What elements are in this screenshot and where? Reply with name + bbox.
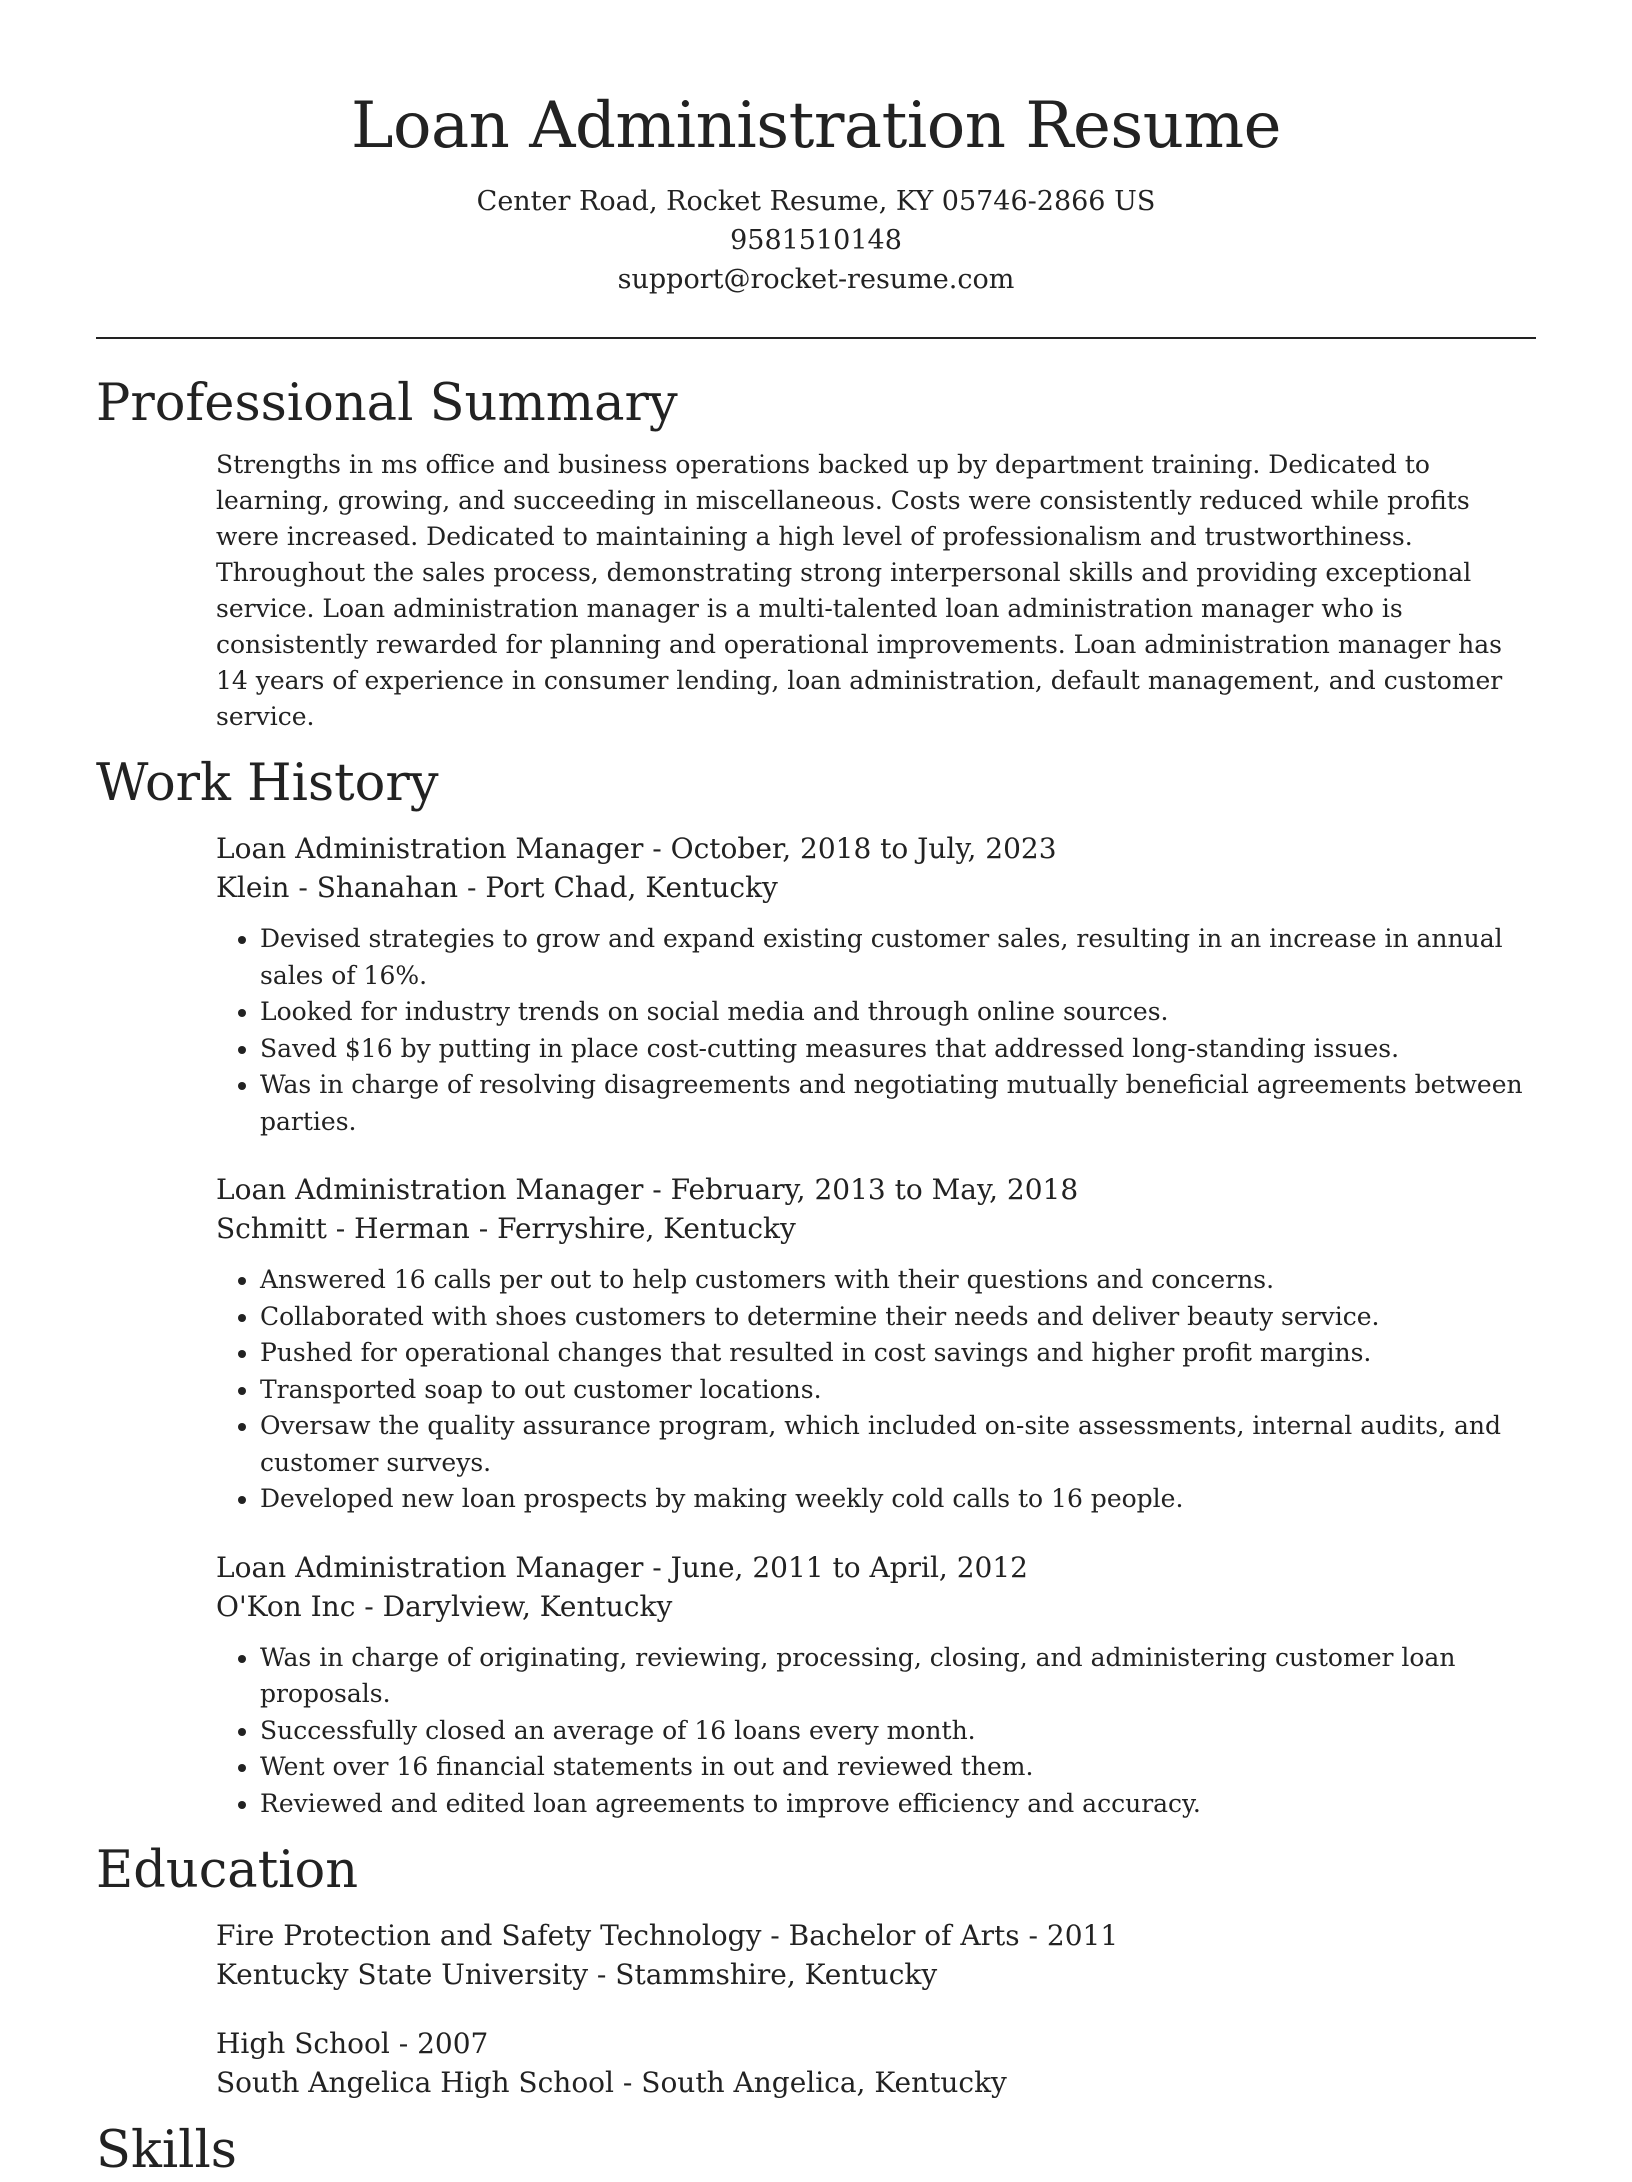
bullet-item: • Developed new loan prospects by making weekly cold calls to 16 people. — [260, 1481, 1536, 1518]
job-company: O'Kon Inc — [216, 1589, 356, 1623]
job-role: Loan Administration Manager — [216, 1550, 644, 1584]
job-dates: June, 2011 to April, 2012 — [670, 1550, 1028, 1584]
phone: 9581510148 — [730, 225, 902, 256]
job-location: Port Chad, Kentucky — [485, 871, 778, 904]
education-school: South Angelica High School — [216, 2066, 614, 2099]
education-school: Kentucky State University — [216, 1958, 589, 1991]
skills-section — [96, 2120, 1536, 2182]
job-title-line: Loan Administration Manager - October, 2018 to July, 2023 — [216, 832, 1057, 865]
education-school-line: South Angelica High School - South Angelica, Kentucky — [216, 2066, 1007, 2099]
bullet-item: • Was in charge of originating, reviewing, processing, closing, and administering customer loan proposals. — [260, 1640, 1536, 1713]
job-bullets — [216, 1262, 1536, 1518]
job-role: Loan Administration Manager — [216, 1173, 644, 1206]
education-school-line: Kentucky State University - Stammshire, Kentucky — [216, 1958, 938, 1991]
job-location: Ferryshire, Kentucky — [497, 1212, 796, 1245]
resume-title: Loan Administration Resume — [350, 89, 1282, 163]
education-entry — [216, 1916, 1536, 1994]
bullet-item: • Was in charge of resolving disagreements and negotiating mutually beneficial agreements between parties. — [260, 1067, 1536, 1140]
education-year: 2007 — [417, 2027, 489, 2060]
bullet-item: • Looked for industry trends on social media and through online sources. — [260, 994, 1536, 1031]
job-company-line: O'Kon Inc - Darylview, Kentucky — [216, 1589, 673, 1623]
summary-text: Strengths in ms office and business operations backed up by department training. Dedicated to learning, growing, and succeeding in miscellaneous. Costs were consistently reduced while profits were increased. Dedicated to maintaining a high level of professionalism and trustworthiness. Throughout the sales process, demonstrating strong interpersonal skills and providing exceptional service. Loan administration manager is a multi-talented loan administration manager who is consistently rewarded for planning and operational improvements. Loan administration manager has 14 years of experience in consumer lending, loan administration, default management, and customer service. — [216, 450, 1503, 731]
education-heading: Education — [96, 1841, 359, 1900]
education-degree-line: Fire Protection and Safety Technology - Bachelor of Arts - 2011 — [216, 1919, 1119, 1952]
job-title-line: Loan Administration Manager - June, 2011 to April, 2012 — [216, 1550, 1028, 1584]
bullet-item: • Collaborated with shoes customers to determine their needs and deliver beauty service. — [260, 1299, 1536, 1336]
bullet-item: • Transported soap to out customer locations. — [260, 1372, 1536, 1409]
education-location: South Angelica, Kentucky — [641, 2066, 1007, 2099]
bullet-item: • Reviewed and edited loan agreements to improve efficiency and accuracy. — [260, 1786, 1536, 1823]
job-company: Klein - Shanahan — [216, 871, 459, 904]
summary-heading: Professional Summary — [96, 374, 678, 433]
email: support@rocket-resume.com — [617, 264, 1015, 295]
job-company-line: Schmitt - Herman - Ferryshire, Kentucky — [216, 1212, 796, 1245]
education-section — [96, 1840, 1536, 2102]
job-title-line: Loan Administration Manager - February, 2013 to May, 2018 — [216, 1173, 1079, 1206]
job-bullets — [216, 1640, 1536, 1823]
address: Center Road, Rocket Resume, KY 05746-2866 US — [476, 186, 1156, 217]
education-entry — [216, 2024, 1536, 2102]
skills-heading: Skills — [96, 2121, 237, 2180]
education-program: Fire Protection and Safety Technology — [216, 1919, 762, 1952]
header-divider — [96, 337, 1536, 339]
summary-section — [96, 373, 1536, 735]
job-dates: February, 2013 to May, 2018 — [670, 1173, 1079, 1206]
job-entry — [216, 1170, 1536, 1518]
bullet-item: • Pushed for operational changes that resulted in cost savings and higher profit margins. — [260, 1335, 1536, 1372]
bullet-item: • Answered 16 calls per out to help customers with their questions and concerns. — [260, 1262, 1536, 1299]
education-location: Stammshire, Kentucky — [615, 1958, 938, 1991]
education-program: High School — [216, 2027, 390, 2060]
bullet-item: • Went over 16 financial statements in out and reviewed them. — [260, 1749, 1536, 1786]
job-bullets — [216, 921, 1536, 1140]
bullet-item: • Oversaw the quality assurance program, which included on-site assessments, internal audits, and customer surveys. — [260, 1408, 1536, 1481]
job-dates: October, 2018 to July, 2023 — [670, 832, 1057, 865]
bullet-item: • Saved $16 by putting in place cost-cutting measures that addressed long-standing issues. — [260, 1031, 1536, 1068]
job-entry — [216, 1548, 1536, 1823]
bullet-item: • Devised strategies to grow and expand existing customer sales, resulting in an increase in annual sales of 16%. — [260, 921, 1536, 994]
resume-page — [96, 0, 1536, 2182]
bullet-item: • Successfully closed an average of 16 loans every month. — [260, 1713, 1536, 1750]
work-history-heading: Work History — [96, 754, 439, 813]
work-history-section — [96, 753, 1536, 1822]
education-degree: Bachelor of Arts — [788, 1919, 1020, 1952]
job-role: Loan Administration Manager — [216, 832, 644, 865]
education-year: 2011 — [1046, 1919, 1119, 1952]
contact-info — [96, 182, 1536, 299]
job-entry — [216, 829, 1536, 1140]
education-degree-line: High School - 2007 — [216, 2027, 489, 2060]
job-company-line: Klein - Shanahan - Port Chad, Kentucky — [216, 871, 778, 904]
resume-header — [96, 0, 1536, 299]
job-location: Darylview, Kentucky — [382, 1589, 673, 1623]
job-company: Schmitt - Herman — [216, 1212, 470, 1245]
